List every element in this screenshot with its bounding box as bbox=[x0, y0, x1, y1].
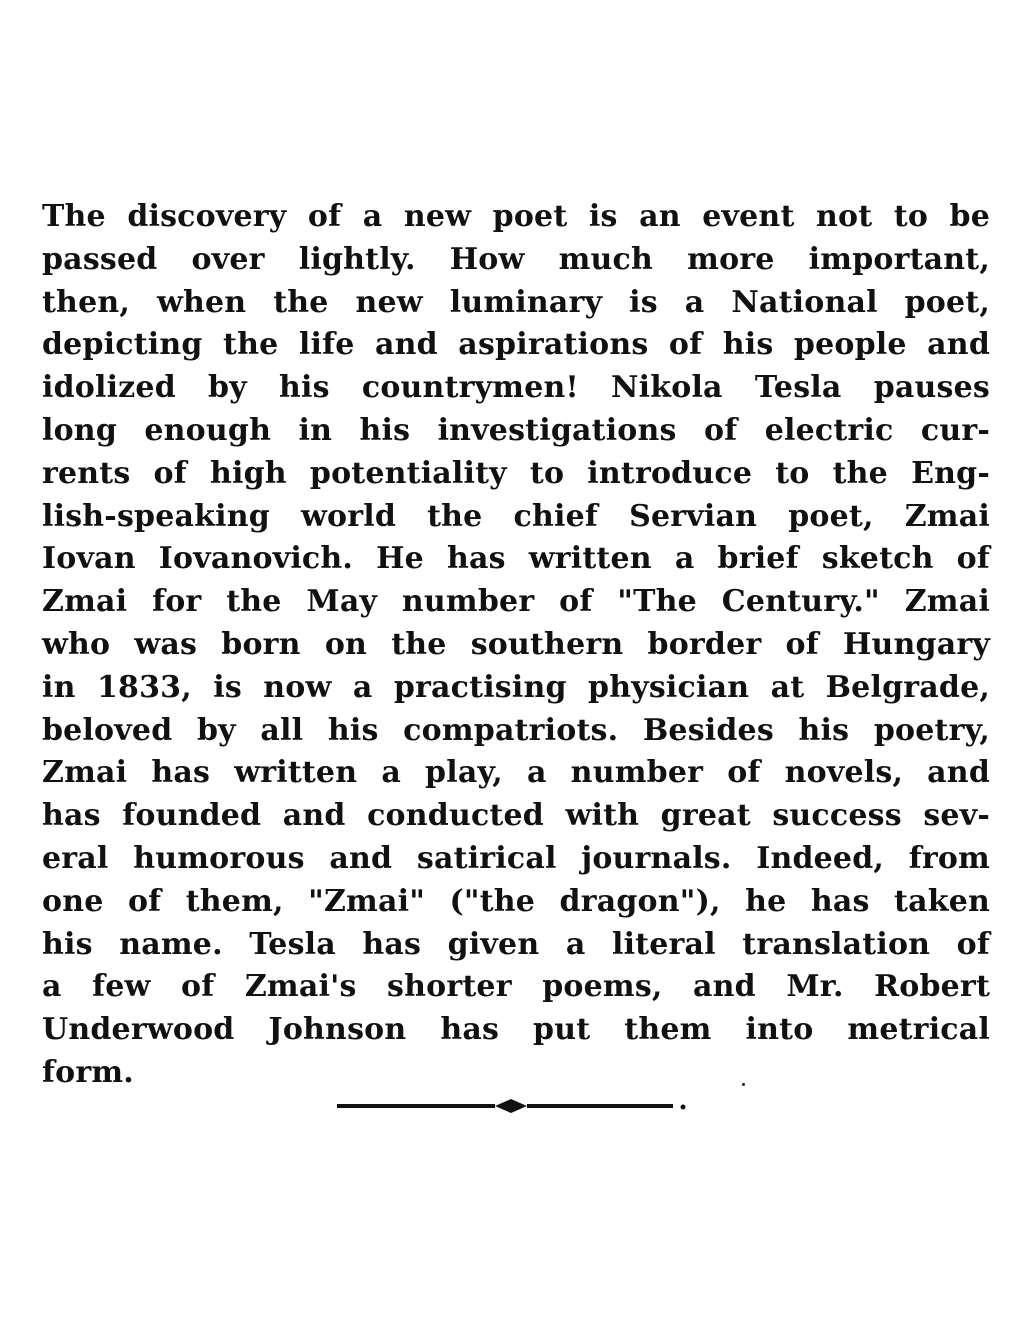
print-speck bbox=[742, 1083, 745, 1086]
article-line: The discovery of a new poet is an event not to be bbox=[42, 199, 990, 234]
article-line: in 1833, is now a practising physician at Belgrade, bbox=[42, 669, 990, 705]
article-line: then, when the new luminary is a National poet, bbox=[42, 284, 990, 320]
article-line: who was born on the southern border of Hungary bbox=[42, 626, 990, 662]
article-line: long enough in his investigations of electric cur- bbox=[42, 412, 990, 448]
article-line: beloved by all his compatriots. Besides his poetry, bbox=[42, 712, 990, 748]
section-divider bbox=[335, 1094, 695, 1118]
article-line: idolized by his countrymen! Nikola Tesla pauses bbox=[42, 370, 990, 406]
divider-end-dot bbox=[681, 1105, 686, 1110]
article-line: passed over lightly. How much more important, bbox=[42, 241, 990, 277]
divider-diamond-ornament bbox=[495, 1099, 527, 1113]
article-line: lish-speaking world the chief Servian poet, Zmai bbox=[42, 498, 990, 534]
article-line: Zmai for the May number of "The Century." Zmai bbox=[42, 584, 990, 620]
article-line: has founded and conducted with great success sev- bbox=[42, 798, 990, 834]
article-line: Iovan Iovanovich. He has written a brief sketch of bbox=[42, 541, 990, 577]
article-line: Underwood Johnson has put them into metrical bbox=[42, 1012, 990, 1048]
article-line: rents of high potentiality to introduce to the Eng- bbox=[42, 455, 990, 491]
article-line: eral humorous and satirical journals. Indeed, from bbox=[42, 840, 990, 876]
article-line: his name. Tesla has given a literal translation of bbox=[42, 926, 990, 962]
article-line: form. bbox=[42, 1054, 134, 1090]
article-line: depicting the life and aspirations of his people and bbox=[42, 327, 990, 363]
article-line: a few of Zmai's shorter poems, and Mr. Robert bbox=[42, 969, 990, 1005]
article-paragraph bbox=[42, 196, 990, 1095]
article-line: one of them, "Zmai" ("the dragon"), he has taken bbox=[42, 883, 990, 919]
article-line: Zmai has written a play, a number of novels, and bbox=[42, 755, 990, 791]
